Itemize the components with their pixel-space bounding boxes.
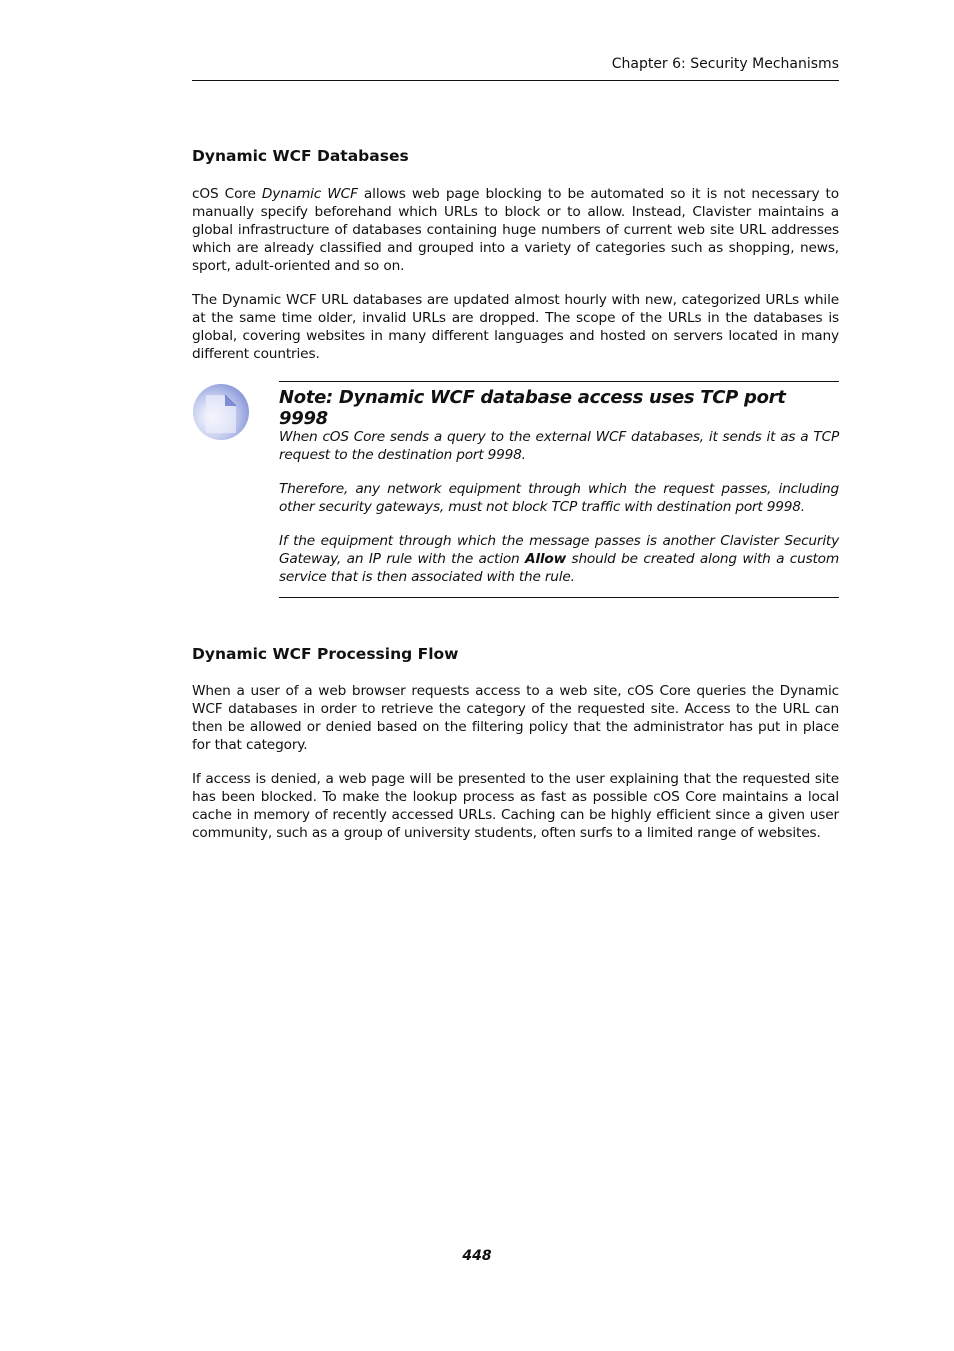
paragraph-processing-flow: When a user of a web browser requests access to a web site, cOS Core queries the Dynamic WCF databases in order to retrieve the category of the requested site. Access to the URL can then be allowed or denied based on the filtering policy that the administrator has put in place for that category. — [192, 683, 839, 753]
paragraph-text: cOS Core — [192, 186, 262, 202]
note-title: Note: Dynamic WCF database access uses TCP port 9998 — [279, 387, 786, 429]
paragraph-text: allows web page blocking to be automated so it is not necessary to manually specify beforehand which URLs to block or to allow. Instead, Clavister maintains a global infrastructure of databases containing huge numbers of current web site URL addresses which are already classified and grouped into a variety of categories such as shopping, news, sport, adult-oriented and so on. — [192, 186, 839, 274]
page-number: 448 — [462, 1248, 492, 1264]
note-top-rule — [279, 381, 839, 382]
paragraph-text: should be created along with a custom service that is then associated with the rule. — [279, 551, 839, 585]
note-paragraph-ip-rule — [279, 532, 839, 586]
note-bottom-rule — [279, 597, 839, 598]
paragraph-wcf-intro — [192, 185, 839, 275]
paragraph-access-denied: If access is denied, a web page will be presented to the user explaining that the requested site has been blocked. To make the lookup process as fast as possible cOS Core maintains a local cache in memory of recently accessed URLs. Caching can be highly efficient since a given user community, such as a group of university students, often surfs to a limited range of websites. — [192, 771, 839, 841]
note-paragraph-query: When cOS Core sends a query to the external WCF databases, it sends it as a TCP request to the destination port 9998. — [279, 429, 839, 463]
emphasis-dynamic-wcf: Dynamic WCF — [261, 186, 358, 202]
note-page-icon-graphic — [192, 383, 250, 441]
paragraph-wcf-updates: The Dynamic WCF URL databases are updated almost hourly with new, categorized URLs while at the same time older, invalid URLs are dropped. The scope of the URLs in the databases is global, covering websites in many different languages and hosted on servers located in many different countries. — [192, 292, 839, 362]
section-heading-wcf-databases: Dynamic WCF Databases — [192, 147, 409, 165]
note-page-icon — [192, 383, 250, 441]
running-header: Chapter 6: Security Mechanisms — [611, 56, 839, 72]
emphasis-allow: Allow — [524, 551, 567, 567]
header-rule — [192, 80, 839, 81]
section-heading-processing-flow: Dynamic WCF Processing Flow — [192, 645, 459, 663]
note-paragraph-equipment: Therefore, any network equipment through which the request passes, including other security gateways, must not block TCP traffic with destination port 9998. — [279, 481, 839, 515]
paragraph-text: If the equipment through which the message passes is another Clavister Security Gateway, an IP rule with the action — [279, 533, 839, 567]
